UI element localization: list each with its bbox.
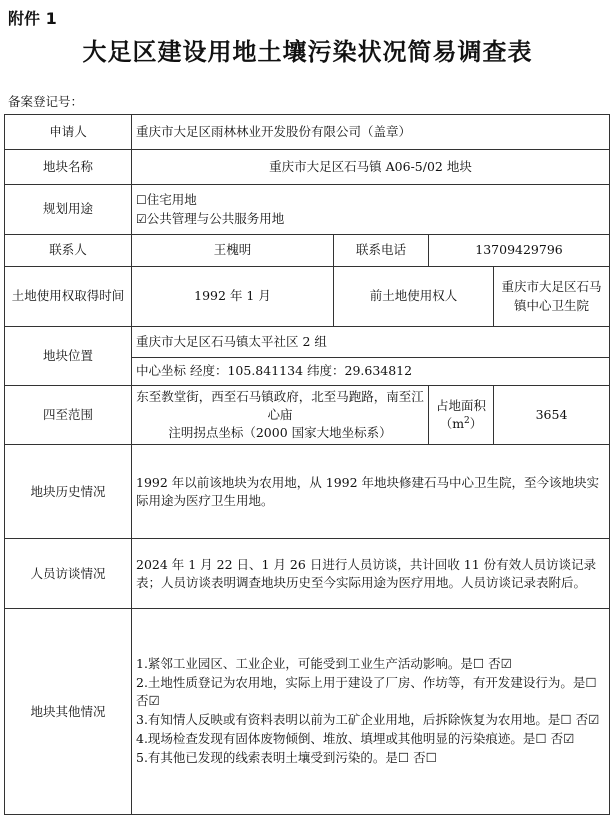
option-label: 公共管理与公共服务用地 [146,210,285,226]
history-text: 1992 年以前该地块为农用地，从 1992 年地块修建石马中心卫生院，至今该地块实际用途为医疗卫生用地。 [132,445,610,539]
row-land-use-right [5,267,610,327]
row-boundaries [5,386,610,445]
other-label: 地块其他情况 [5,609,132,815]
planned-use-options [132,185,610,235]
plot-name-value: 重庆市大足区石马镇 A06-5/02 地块 [132,150,610,185]
location-address: 重庆市大足区石马镇太平社区 2 组 [132,327,610,358]
page-title: 大足区建设用地土壤污染状况简易调查表 [82,38,533,66]
phone-label: 联系电话 [334,235,429,267]
registration-number-label: 备案登记号： [8,94,84,109]
planned-use-option-residential [136,191,605,209]
phone-value: 13709429796 [429,235,610,267]
option-label: 住宅用地 [146,192,197,208]
location-label: 地块位置 [5,327,132,386]
boundaries-cell [132,386,429,445]
boundaries-value: 东至教堂街，西至石马镇政府，北至马跑路，南至江心庙 [136,389,424,423]
attachment-label: 附件 1 [8,9,57,28]
area-value: 3654 [494,386,610,445]
contact-label: 联系人 [5,235,132,267]
applicant-value: 重庆市大足区雨林林业开发股份有限公司（盖章） [132,115,610,150]
row-planned-use [5,185,610,235]
row-applicant [5,115,610,150]
row-plot-name [5,150,610,185]
row-history [5,445,610,539]
previous-user-label: 前土地使用权人 [334,267,494,327]
row-interview [5,539,610,609]
row-other [5,609,610,815]
area-label: 占地面积$(m^2)$ [429,386,494,445]
boundaries-note: 注明拐点坐标（2000 国家大地坐标系） [168,425,392,441]
row-location [5,327,610,358]
land-use-right-label: 土地使用权取得时间 [5,267,132,327]
previous-user-value: 重庆市大足区石马镇中心卫生院 [494,267,610,327]
boundaries-label: 四至范围 [5,386,132,445]
unchecked-box-icon: ☐ [136,193,147,208]
checked-box-icon: ☑ [136,211,147,226]
other-item-3: 3.有知情人反映或有资料表明以前为工矿企业用地，后拆除恢复为农用地。是☐ 否☑ [136,712,600,728]
contact-value: 王槐明 [132,235,334,267]
planned-use-option-public [136,210,605,228]
applicant-label: 申请人 [5,115,132,150]
history-label: 地块历史情况 [5,445,132,539]
planned-use-label: 规划用途 [5,185,132,235]
location-coordinates: 中心坐标 经度：105.841134 纬度：29.634812 [132,358,610,386]
survey-table [4,114,610,815]
other-item-4: 4.现场检查发现有固体废物倾倒、堆放、填埋或其他明显的污染痕迹。是☐ 否☑ [136,731,575,747]
row-contact [5,235,610,267]
land-use-right-value: 1992 年 1 月 [132,267,334,327]
interview-label: 人员访谈情况 [5,539,132,609]
interview-text: 2024 年 1 月 22 日、1 月 26 日进行人员访谈，共计回收 11 份有效人员访谈记录表；人员访谈表明调查地块历史至今实际用途为医疗用地。人员访谈记录表附后。 [132,539,610,609]
other-item-2: 2.土地性质登记为农用地，实际上用于建设了厂房、作坊等，有开发建设行为。是☐ 否☑ [136,674,597,709]
plot-name-label: 地块名称 [5,150,132,185]
other-items [132,609,610,815]
other-item-1: 1.紧邻工业园区、工业企业，可能受到工业生产活动影响。是☐ 否☑ [136,655,512,671]
other-item-5: 5.有其他已发现的线索表明土壤受到污染的。是☐ 否☐ [136,750,437,766]
